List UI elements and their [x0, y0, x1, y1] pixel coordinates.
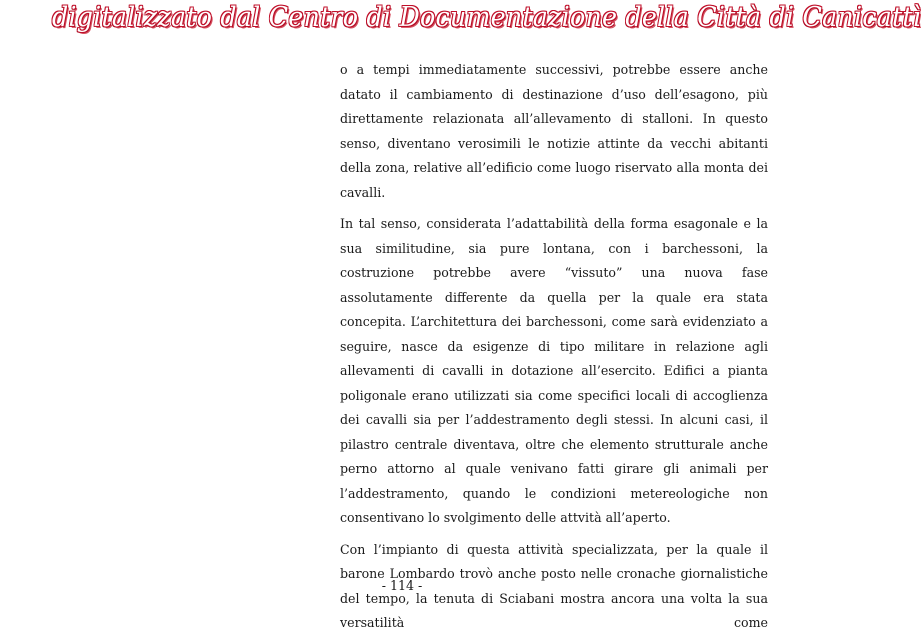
- page-number: - 114 -: [381, 578, 423, 593]
- digitization-watermark: [0, 0, 921, 46]
- paragraph: Con l’impianto di questa attività specializzata, per la quale il barone Lombardo trovò anche posto nelle cronache giornalistiche del tempo, la tenuta di Sciabani mostra ancora una volta la sua versatilità come: [340, 541, 768, 630]
- watermark-text: digitalizzato dal Centro di Documentazione della Città di Canicattì: [52, 2, 921, 33]
- paragraph: o a tempi immediatamente successivi, potrebbe essere anche datato il cambiamento di destinazione d’uso dell’esagono, più direttamente relazionata all’allevamento di stalloni. In questo senso, diventano verosimili le notizie attinte da vecchi abitanti della zona, relative all’edificio come luogo riservato alla monta dei cavalli.: [340, 62, 768, 200]
- paragraph: In tal senso, considerata l’adattabilità della forma esagonale e la sua similitudine, sia pure lontana, con i barchessoni, la costruzione potrebbe avere “vissuto” una nuova fase assolutamente differente da quella per la quale era stata concepita. L’architettura dei barchessoni, come sarà evidenziato a seguire, nasce da esigenze di tipo militare in relazione agli allevamenti di cavalli in dotazione all’esercito. Edifici a pianta poligonale erano utilizzati sia come specifici locali di accoglienza dei cavalli sia per l’addestramento degli stessi. In alcuni casi, il pilastro centrale diventava, oltre che elemento strutturale anche perno attorno al quale venivano fatti girare gli animali per l’addestramento, quando le condizioni metereologiche non consentivano lo svolgimento delle attvità all’aperto.: [340, 216, 768, 525]
- body-text-column: [340, 58, 768, 643]
